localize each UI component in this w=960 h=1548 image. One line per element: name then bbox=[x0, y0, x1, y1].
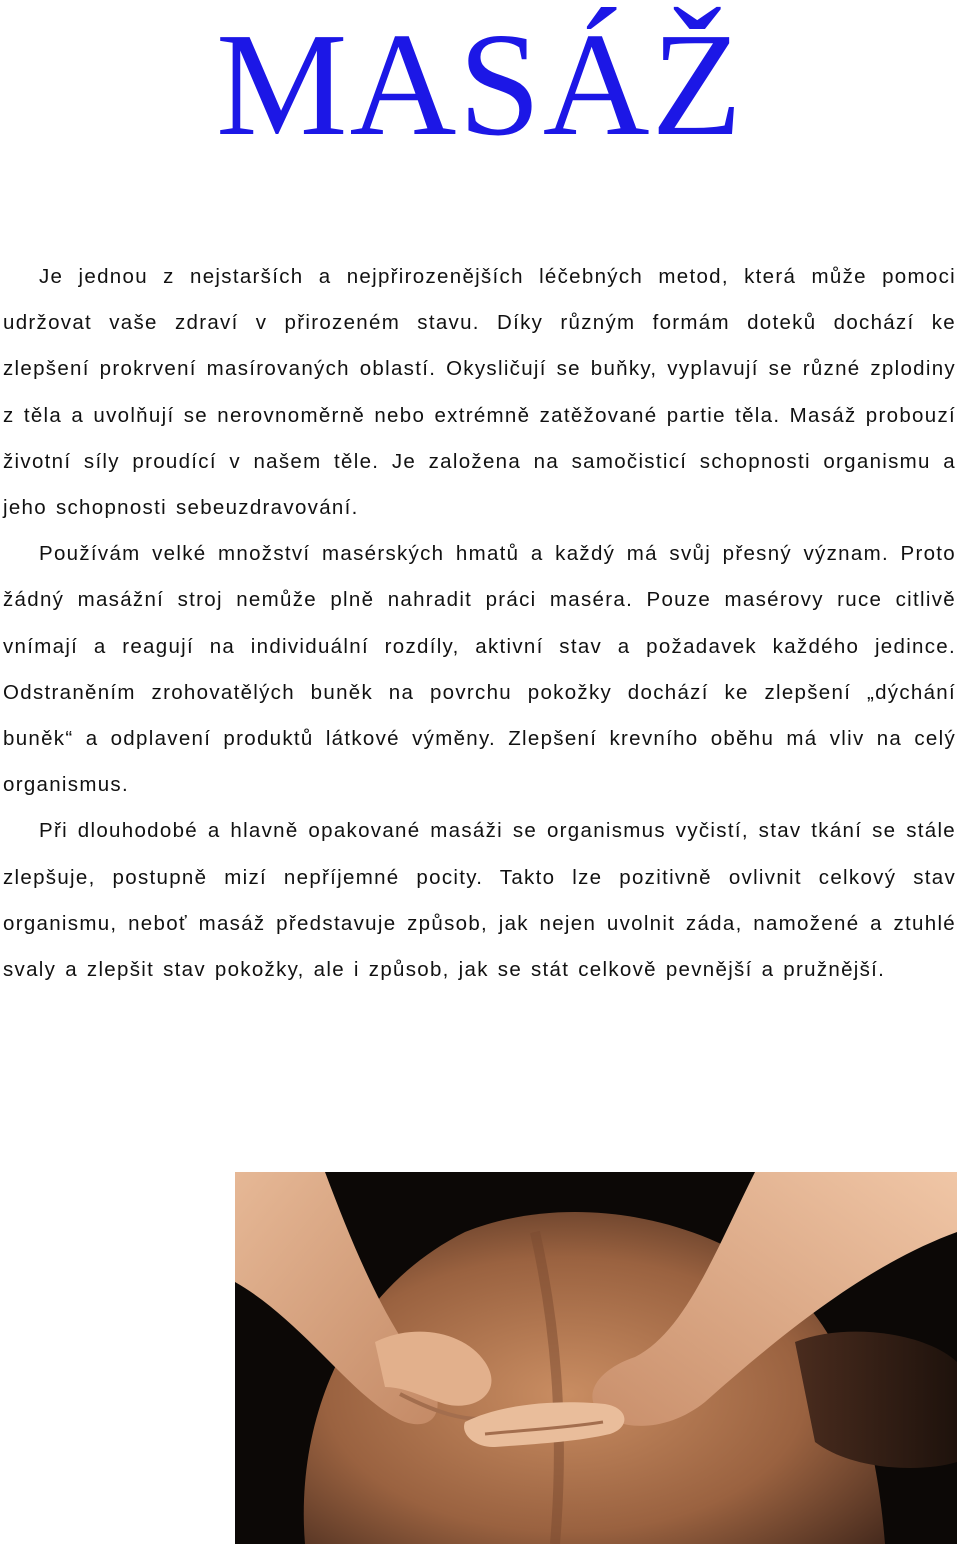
massage-photo bbox=[235, 1172, 957, 1544]
paragraph-2: Používám velké množství masérských hmatů a každý má svůj přesný význam. Proto žádný masážní stroj nemůže plně nahradit práci maséra. Pouze masérovy ruce citlivě vnímají a reagují na individuální rozdíly, aktivní stav a požadavek každého jedince. Odstraněním zrohovatělých buněk na povrchu pokožky dochází ke zlepšení „dýchání buněk“ a odplavení produktů látkové výměny. Zlepšení krevního oběhu má vliv na celý organismus. bbox=[3, 542, 956, 797]
paragraph-3: Při dlouhodobé a hlavně opakované masáži se organismus vyčistí, stav tkání se stále zlepšuje, postupně mizí nepříjemné pocity. Takto lze pozitivně ovlivnit celkový stav organismu, neboť masáž představuje způsob, jak nejen uvolnit záda, namožené a ztuhlé svaly a zlepšit stav pokožky, ale i způsob, jak se stát celkově pevnější a pružnější. bbox=[3, 819, 956, 982]
massage-photo-illustration bbox=[235, 1172, 957, 1544]
paragraph-1: Je jednou z nejstarších a nejpřirozenějších léčebných metod, která může pomoci udržovat vaše zdraví v přirozeném stavu. Díky různým formám doteků dochází ke zlepšení prokrvení masírovaných oblastí. Okysličují se buňky, vyplavují se různé zplodiny z těla a uvolňují se nerovnoměrně nebo extrémně zatěžované partie těla. Masáž probouzí životní síly proudící v našem těle. Je založena na samočisticí schopnosti organismu a jeho schopnosti sebeuzdravování. bbox=[3, 265, 956, 520]
page-title: MASÁŽ bbox=[215, 3, 745, 167]
article-body bbox=[3, 254, 956, 993]
